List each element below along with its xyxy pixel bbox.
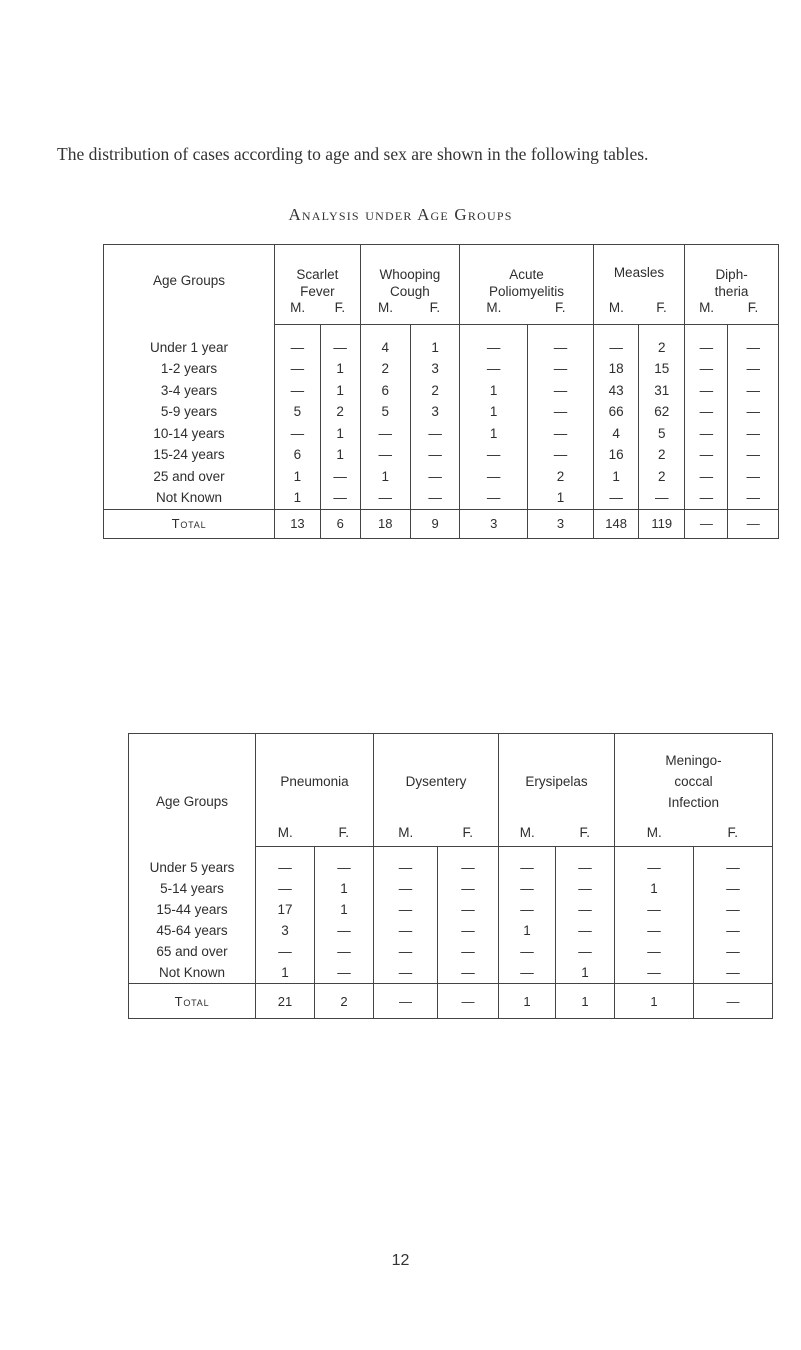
table-cell: — <box>374 847 438 879</box>
total-label: Total <box>129 984 256 1019</box>
row-label: 65 and over <box>156 944 228 959</box>
table-cell: 1 <box>499 920 556 941</box>
table-cell: — <box>639 487 685 509</box>
sex-header: F. <box>694 818 773 847</box>
table-cell: 2 <box>360 358 410 380</box>
table-cell: — <box>499 878 556 899</box>
dysentery-header: Dysentery <box>374 734 499 819</box>
table-cell: — <box>685 487 728 509</box>
age-group-table-1 <box>103 244 779 539</box>
total-row <box>129 984 773 1019</box>
total-cell: — <box>438 984 499 1019</box>
table-cell: — <box>728 380 779 402</box>
table-row <box>104 380 779 402</box>
measles-header: Measles <box>593 245 684 301</box>
table-cell: — <box>460 487 528 509</box>
table-cell: 4 <box>360 325 410 359</box>
table-cell: — <box>728 466 779 488</box>
total-cell: 1 <box>615 984 694 1019</box>
total-cell: 9 <box>410 509 459 538</box>
erysipelas-header: Erysipelas <box>499 734 615 819</box>
table-cell: — <box>360 487 410 509</box>
table-cell: 3 <box>410 401 459 423</box>
total-cell: 1 <box>499 984 556 1019</box>
table-cell: — <box>374 899 438 920</box>
table-cell: 1 <box>320 423 360 445</box>
total-cell: — <box>728 509 779 538</box>
sex-header: M. <box>460 300 528 325</box>
sex-header: F. <box>315 818 374 847</box>
table-cell: 31 <box>639 380 685 402</box>
table-cell: 1 <box>460 380 528 402</box>
table-cell: — <box>275 380 321 402</box>
table-cell: — <box>374 941 438 962</box>
total-cell: 6 <box>320 509 360 538</box>
table-cell: — <box>556 878 615 899</box>
table-cell: — <box>438 920 499 941</box>
row-label: 15-44 years <box>156 902 228 917</box>
table-cell: 16 <box>593 444 639 466</box>
total-cell: — <box>374 984 438 1019</box>
table-cell: 5 <box>639 423 685 445</box>
table-cell: — <box>374 962 438 984</box>
sex-header: M. <box>593 300 639 325</box>
table-cell: 1 <box>460 423 528 445</box>
table-cell: — <box>320 466 360 488</box>
total-cell: 1 <box>556 984 615 1019</box>
row-label: Not Known <box>156 490 223 506</box>
table-row <box>104 358 779 380</box>
table-cell: — <box>275 325 321 359</box>
table-cell: — <box>275 423 321 445</box>
total-cell: 119 <box>639 509 685 538</box>
table-cell: — <box>320 487 360 509</box>
table-cell: 1 <box>460 401 528 423</box>
table-cell: — <box>728 325 779 359</box>
table-cell: — <box>460 444 528 466</box>
table-2-body <box>129 847 773 1019</box>
total-label: Total <box>104 509 275 538</box>
table-cell: — <box>685 444 728 466</box>
table-cell: 1 <box>275 466 321 488</box>
table-cell: — <box>528 358 594 380</box>
table-cell: — <box>315 941 374 962</box>
table-cell: — <box>615 962 694 984</box>
intro-paragraph: The distribution of cases according to age and sex are shown in the following tables. <box>57 143 649 164</box>
total-row <box>104 509 779 538</box>
table-cell: 1 <box>315 878 374 899</box>
table-cell: 1 <box>320 444 360 466</box>
sex-header: M. <box>685 300 728 325</box>
sex-header: M. <box>275 300 321 325</box>
table-1-body <box>104 325 779 539</box>
table-cell: — <box>315 847 374 879</box>
table-cell: — <box>615 899 694 920</box>
total-cell: 13 <box>275 509 321 538</box>
table-cell: — <box>438 941 499 962</box>
table-cell: — <box>256 941 315 962</box>
table-row <box>104 466 779 488</box>
table-cell: — <box>438 847 499 879</box>
table-cell: 62 <box>639 401 685 423</box>
table-cell: 1 <box>556 962 615 984</box>
total-cell: — <box>694 984 773 1019</box>
table-cell: — <box>728 487 779 509</box>
table-cell: 1 <box>360 466 410 488</box>
section-heading: Analysis under Age Groups <box>288 205 513 224</box>
table-cell: — <box>593 487 639 509</box>
table-cell: — <box>410 444 459 466</box>
table-cell: 17 <box>256 899 315 920</box>
table-cell: — <box>728 444 779 466</box>
sex-header: F. <box>429 300 441 315</box>
table-cell: — <box>499 847 556 879</box>
table-cell: — <box>528 325 594 359</box>
table-cell: 4 <box>593 423 639 445</box>
table-row <box>129 899 773 920</box>
sex-header: F. <box>747 300 759 315</box>
table-cell: — <box>728 358 779 380</box>
sex-header: F. <box>556 818 615 847</box>
total-cell: 3 <box>528 509 594 538</box>
table-cell: — <box>694 962 773 984</box>
table-cell: — <box>460 325 528 359</box>
table-cell: 6 <box>360 380 410 402</box>
sex-header: M. <box>615 818 694 847</box>
table-cell: 18 <box>593 358 639 380</box>
table-cell: 66 <box>593 401 639 423</box>
row-label: Not Known <box>158 965 226 980</box>
table-cell: — <box>499 899 556 920</box>
sex-header: F. <box>334 300 346 315</box>
table-row <box>129 878 773 899</box>
table-cell: — <box>728 401 779 423</box>
table-cell: — <box>528 401 594 423</box>
table-cell: — <box>438 878 499 899</box>
table-cell: — <box>374 920 438 941</box>
table-cell: 1 <box>256 962 315 984</box>
total-cell: 18 <box>360 509 410 538</box>
table-cell: — <box>528 444 594 466</box>
table-row <box>104 325 779 359</box>
table-cell: 2 <box>528 466 594 488</box>
row-label: Under 5 years <box>149 859 235 875</box>
table-cell: — <box>360 423 410 445</box>
table-cell: — <box>438 962 499 984</box>
table-cell: — <box>685 423 728 445</box>
table-cell: — <box>685 401 728 423</box>
table-cell: — <box>694 899 773 920</box>
table-cell: — <box>256 847 315 879</box>
total-cell: 2 <box>315 984 374 1019</box>
table-row <box>104 423 779 445</box>
table-cell: — <box>685 380 728 402</box>
table-cell: — <box>694 920 773 941</box>
table-cell: — <box>320 325 360 359</box>
meningococcal-infection-header: Meningo- coccal Infection <box>615 734 773 819</box>
sex-header: M. <box>499 818 556 847</box>
table-cell: 43 <box>593 380 639 402</box>
table-cell: 5 <box>275 401 321 423</box>
diphtheria-header: Diph- theria <box>685 245 779 301</box>
table-cell: — <box>410 487 459 509</box>
table-cell: — <box>556 847 615 879</box>
age-groups-header: Age Groups <box>153 273 226 289</box>
sex-header: F. <box>438 818 499 847</box>
table-row <box>104 444 779 466</box>
table-cell: — <box>556 920 615 941</box>
row-label: 5-14 years <box>160 881 224 896</box>
table-cell: 6 <box>275 444 321 466</box>
table-cell: 2 <box>639 325 685 359</box>
table-cell: — <box>374 878 438 899</box>
table-cell: 15 <box>639 358 685 380</box>
table-cell: 1 <box>528 487 594 509</box>
table-cell: — <box>615 941 694 962</box>
table-cell: — <box>694 941 773 962</box>
page-number: 12 <box>391 1252 410 1269</box>
sex-header: F. <box>656 300 667 315</box>
table-cell: — <box>460 358 528 380</box>
table-cell: — <box>499 962 556 984</box>
table-cell: — <box>685 325 728 359</box>
table-cell: — <box>438 899 499 920</box>
row-label: 15-24 years <box>153 447 225 463</box>
table-cell: — <box>556 941 615 962</box>
table-row <box>104 401 779 423</box>
table-cell: 1 <box>615 878 694 899</box>
age-groups-header: Age Groups <box>155 793 229 809</box>
table-cell: — <box>256 878 315 899</box>
table-cell: — <box>556 899 615 920</box>
table-cell: — <box>694 847 773 879</box>
table-cell: 1 <box>315 899 374 920</box>
table-cell: 1 <box>275 487 321 509</box>
table-row <box>129 941 773 962</box>
table-cell: 3 <box>256 920 315 941</box>
table-cell: — <box>410 423 459 445</box>
table-cell: 1 <box>320 380 360 402</box>
table-cell: — <box>685 358 728 380</box>
table-cell: 2 <box>639 466 685 488</box>
table-cell: — <box>728 423 779 445</box>
total-cell: 148 <box>593 509 639 538</box>
row-label: 1-2 years <box>160 361 218 377</box>
sex-header: M. <box>360 300 410 325</box>
table-cell: — <box>460 466 528 488</box>
row-label: 10-14 years <box>153 425 225 441</box>
table-cell: — <box>528 423 594 445</box>
table-cell: 2 <box>410 380 459 402</box>
sex-header: F. <box>554 300 566 315</box>
age-group-table-2 <box>128 733 773 1019</box>
table-cell: 1 <box>320 358 360 380</box>
table-cell: — <box>615 920 694 941</box>
table-cell: — <box>694 878 773 899</box>
table-cell: 3 <box>410 358 459 380</box>
row-label: 25 and over <box>153 468 225 484</box>
table-cell: — <box>528 380 594 402</box>
total-cell: — <box>685 509 728 538</box>
table-cell: — <box>410 466 459 488</box>
table-cell: — <box>315 920 374 941</box>
table-cell: — <box>360 444 410 466</box>
pneumonia-header: Pneumonia <box>256 734 374 819</box>
scarlet-fever-header: Scarlet Fever <box>275 245 361 301</box>
whooping-cough-header: Whooping Cough <box>360 245 460 301</box>
sex-header: M. <box>374 818 438 847</box>
table-cell: 2 <box>639 444 685 466</box>
table-cell: — <box>685 466 728 488</box>
total-cell: 21 <box>256 984 315 1019</box>
table-cell: 1 <box>410 325 459 359</box>
total-cell: 3 <box>460 509 528 538</box>
table-row <box>129 962 773 984</box>
table-cell: — <box>499 941 556 962</box>
table-cell: 1 <box>593 466 639 488</box>
row-label: Under 1 year <box>150 339 229 355</box>
row-label: 5-9 years <box>160 404 218 420</box>
table-cell: 2 <box>320 401 360 423</box>
row-label: 3-4 years <box>160 382 218 398</box>
table-cell: 5 <box>360 401 410 423</box>
table-row <box>129 920 773 941</box>
table-row <box>129 847 773 879</box>
table-cell: — <box>615 847 694 879</box>
row-label: 45-64 years <box>156 923 228 938</box>
table-cell: — <box>315 962 374 984</box>
table-row <box>104 487 779 509</box>
table-cell: — <box>275 358 321 380</box>
acute-poliomyelitis-header: Acute Poliomyelitis <box>460 245 594 301</box>
sex-header: M. <box>256 818 315 847</box>
table-cell: — <box>593 325 639 359</box>
